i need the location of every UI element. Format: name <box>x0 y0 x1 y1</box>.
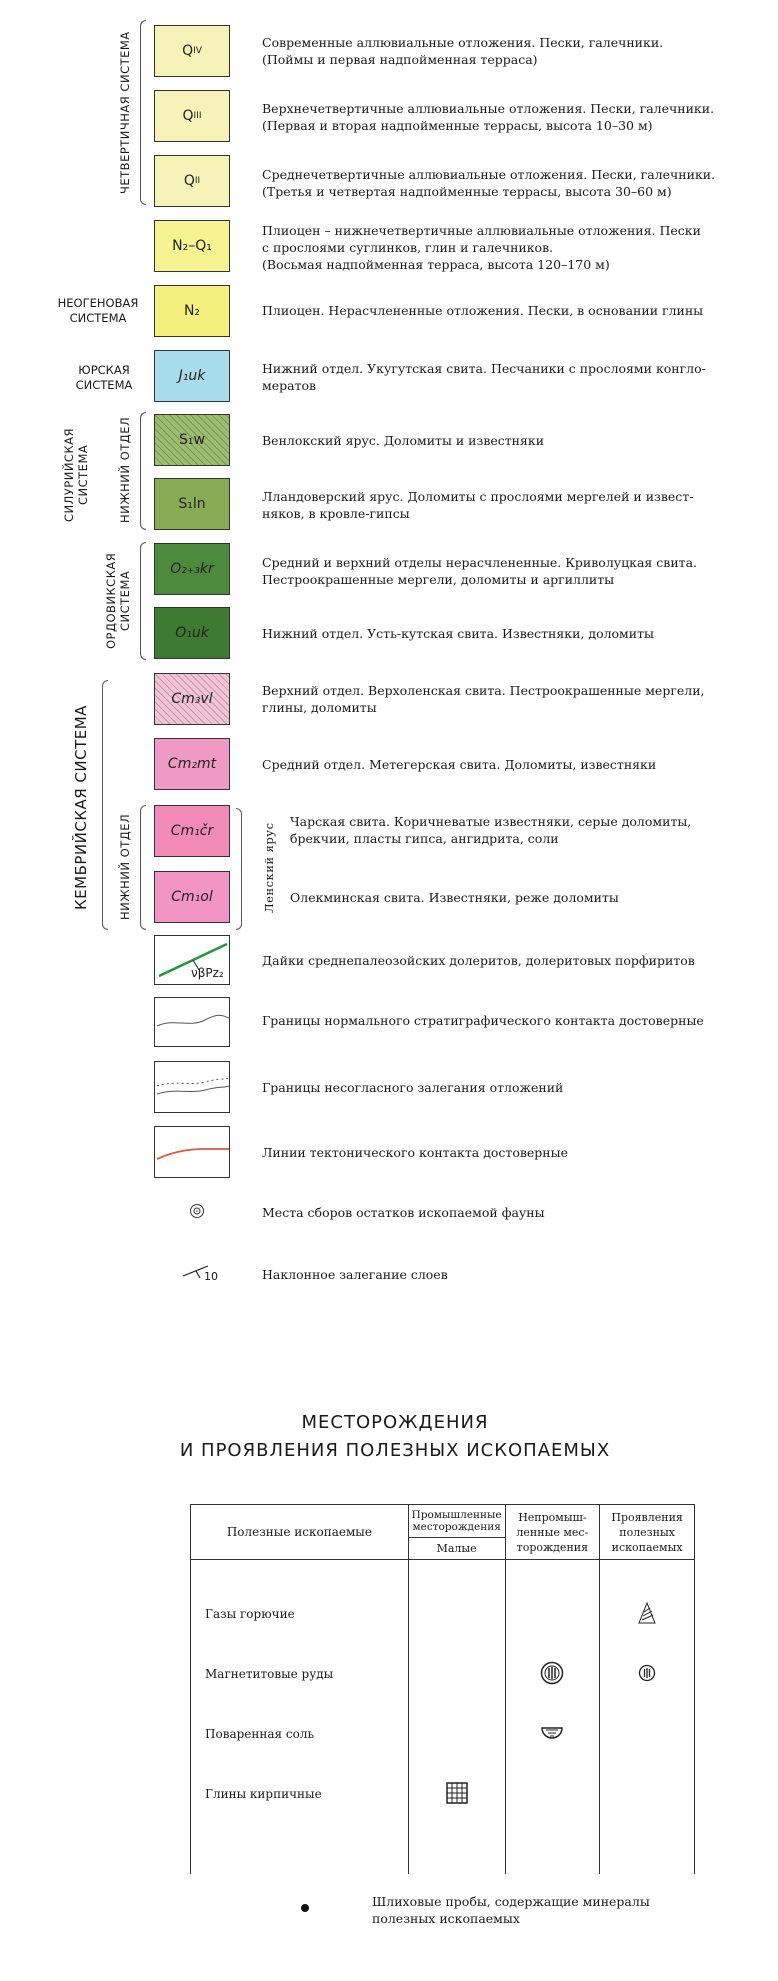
unit-code-sub: III <box>193 111 202 121</box>
unit-code: S₁w <box>179 432 205 448</box>
gas-show-icon <box>638 1602 656 1624</box>
tectonic-contact-desc: Линии тектонического контакта достоверные <box>262 1145 568 1160</box>
group-label-cambrian-lower: НИЖНИЙ ОТДЕЛ <box>118 813 132 921</box>
desc-line: (Третья и четвертая надпойменные террасы, высота 30–60 м) <box>262 184 672 199</box>
lena-stage-label: Ленский ярус <box>262 822 276 914</box>
unit-desc-s1ln <box>262 488 742 522</box>
desc-line: Верхний отдел. Верхоленская свита. Пестроокрашенные мергели, <box>262 683 705 698</box>
minerals-table <box>190 1504 695 1874</box>
unit-code: Q <box>182 43 194 59</box>
desc-line: Лландоверский ярус. Доломиты с прослоями мергелей и извест- <box>262 489 694 504</box>
unit-swatch-cm1ol <box>154 871 230 923</box>
brace-ordovician <box>140 542 146 660</box>
desc-line: глины, доломиты <box>262 700 377 715</box>
table-row <box>191 1764 695 1824</box>
desc-line: с прослоями суглинков, глин и галечников. <box>262 240 554 255</box>
desc-line: Средний и верхний отделы нерасчлененные. Криволуцкая свита. <box>262 555 697 570</box>
group-label-neogene: НЕОГЕНОВАЯ СИСТЕМА <box>57 296 139 325</box>
unit-swatch-q4 <box>154 25 230 77</box>
desc-line: брекчии, пласты гипса, ангидрита, соли <box>290 831 559 846</box>
brace-cambrian-lower <box>140 805 146 930</box>
desc-line: Плиоцен. Нерасчлененные отложения. Пески, в основании глины <box>262 303 704 318</box>
dyke-desc: Дайки среднепалеозойских долеритов, долеритовых порфиритов <box>262 953 695 968</box>
unconformity-box <box>154 1061 230 1113</box>
brace-cambrian <box>102 680 108 930</box>
unit-code: Cm₁ol <box>171 889 213 905</box>
desc-line: Чарская свита. Коричневатые известняки, серые доломиты, <box>290 814 692 829</box>
unit-desc-o1uk <box>262 625 742 642</box>
dip-desc: Наклонное залегание слоев <box>262 1267 448 1282</box>
unit-swatch-q2 <box>154 155 230 207</box>
unit-code: O₂₊₃kr <box>170 561 214 577</box>
unit-desc-o23kr <box>262 554 742 588</box>
unconformity-line-icon <box>155 1062 231 1114</box>
unit-code: N₂ <box>183 303 201 319</box>
unit-swatch-cm1cr <box>154 805 230 857</box>
group-label-jurassic: ЮРСКАЯ СИСТЕМА <box>75 363 133 392</box>
normal-contact-line-icon <box>155 998 231 1048</box>
brace-silurian <box>140 412 146 530</box>
unit-code: Q <box>182 108 194 124</box>
mineral-name: Магнетитовые руды <box>191 1644 409 1704</box>
unit-code: J₁uk <box>178 368 206 384</box>
col-header-name: Полезные ископаемые <box>191 1505 409 1560</box>
group-label-silurian-lower: НИЖНИЙ ОТДЕЛ <box>118 416 132 523</box>
minerals-title-line1: МЕСТОРОЖДЕНИЯ <box>301 1412 489 1433</box>
unit-swatch-n2q1 <box>154 220 230 272</box>
dyke-symbol-box <box>154 935 230 985</box>
desc-line: няков, в кровле-гипсы <box>262 506 410 521</box>
col-header-nonindustrial: Непромыш-ленные мес-торождения <box>505 1505 600 1560</box>
fossil-spiral-icon <box>188 1202 206 1220</box>
unit-desc-s1w <box>262 432 742 449</box>
group-label-ordovician: ОРДОВИКСКАЯ СИСТЕМА <box>104 552 132 650</box>
group-label-silurian: СИЛУРИЙСКАЯ СИСТЕМА <box>62 428 90 522</box>
desc-line: мератов <box>262 378 317 393</box>
col-header-shows: Проявления полезных ископаемых <box>600 1505 695 1560</box>
unit-desc-q2 <box>262 166 742 200</box>
unit-desc-cm1ol <box>290 889 770 906</box>
desc-line: (Поймы и первая надпойменная терраса) <box>262 52 538 67</box>
unconformity-desc: Границы несогласного залегания отложений <box>262 1080 564 1095</box>
tectonic-contact-line-icon <box>155 1127 231 1179</box>
desc-line: (Восьмая надпойменная терраса, высота 120–170 м) <box>262 257 610 272</box>
unit-code: Cm₂mt <box>167 756 217 772</box>
table-row-spacer <box>191 1560 695 1585</box>
placer-sample-desc: Шлиховые пробы, содержащие минералы полезных ископаемых <box>372 1894 650 1926</box>
col-header-small: Малые <box>408 1538 505 1560</box>
normal-contact-box <box>154 997 230 1047</box>
desc-line: Верхнечетвертичные аллювиальные отложения. Пески, галечники. <box>262 101 715 116</box>
unit-desc-n2q1 <box>262 222 742 273</box>
desc-line: Венлокский ярус. Доломиты и известняки <box>262 433 545 448</box>
unit-swatch-o23kr <box>154 543 230 595</box>
mineral-name: Глины кирпичные <box>191 1764 409 1824</box>
unit-code: N₂–Q₁ <box>172 238 212 254</box>
tectonic-contact-box <box>154 1126 230 1178</box>
desc-line: Нижний отдел. Усть-кутская свита. Известняки, доломиты <box>262 626 654 641</box>
desc-line: Нижний отдел. Укугутская свита. Песчаники с прослоями конгло- <box>262 361 706 376</box>
desc-line: Плиоцен – нижнечетвертичные аллювиальные отложения. Пески <box>262 223 701 238</box>
normal-contact-desc: Границы нормального стратиграфического контакта достоверные <box>262 1013 704 1028</box>
unit-swatch-s1w <box>154 414 230 466</box>
table-row <box>191 1644 695 1704</box>
minerals-title-line2: И ПРОЯВЛЕНИЯ ПОЛЕЗНЫХ ИСКОПАЕМЫХ <box>179 1440 611 1461</box>
desc-line: Среднечетвертичные аллювиальные отложения. Пески, галечники. <box>262 167 716 182</box>
desc-line: Олекминская свита. Известняки, реже доломиты <box>290 890 619 905</box>
table-row <box>191 1704 695 1764</box>
unit-code-sub: IV <box>193 46 202 56</box>
brace-quaternary <box>140 20 146 205</box>
unit-swatch-cm2mt <box>154 738 230 790</box>
mineral-name: Газы горючие <box>191 1584 409 1644</box>
unit-desc-cm3vl <box>262 682 742 716</box>
desc-line: Современные аллювиальные отложения. Пески, галечники. <box>262 35 664 50</box>
table-row-spacer <box>191 1824 695 1874</box>
unit-swatch-o1uk <box>154 607 230 659</box>
unit-code: S₁ln <box>178 496 206 512</box>
unit-desc-q4 <box>262 34 742 68</box>
table-header-row <box>191 1505 695 1538</box>
magnetite-deposit-icon <box>540 1661 564 1685</box>
unit-code-sub: II <box>194 176 201 186</box>
table-row <box>191 1584 695 1644</box>
fauna-desc: Места сборов остатков ископаемой фауны <box>262 1205 545 1220</box>
unit-desc-n2 <box>262 302 742 319</box>
dyke-label: νβPz₂ <box>191 966 224 980</box>
unit-desc-cm2mt <box>262 756 742 773</box>
brace-lena-stage <box>236 808 242 930</box>
unit-desc-j1uk <box>262 360 742 394</box>
unit-desc-q3 <box>262 100 742 134</box>
unit-swatch-j1uk <box>154 350 230 402</box>
desc-line: Пестроокрашенные мергели, доломиты и аргиллиты <box>262 572 615 587</box>
unit-code: Cm₁čr <box>170 823 214 839</box>
unit-code: O₁uk <box>175 625 209 641</box>
group-label-quaternary: ЧЕТВЕРТИЧНАЯ СИСТЕМА <box>118 31 132 194</box>
group-label-cambrian: КЕМБРИЙСКАЯ СИСТЕМА <box>72 705 90 910</box>
unit-code: Cm₃vl <box>171 691 213 707</box>
unit-swatch-cm3vl <box>154 673 230 725</box>
placer-sample-dot-icon <box>300 1903 310 1913</box>
desc-line: Средний отдел. Метегерская свита. Доломиты, известняки <box>262 757 657 772</box>
col-header-industrial: Промышленные месторождения <box>408 1505 505 1538</box>
unit-swatch-n2 <box>154 285 230 337</box>
dip-angle-label: 10 <box>204 1270 218 1283</box>
brick-clay-deposit-icon <box>446 1782 468 1804</box>
salt-deposit-icon <box>540 1725 564 1741</box>
magnetite-show-icon <box>638 1664 656 1682</box>
desc-line: (Первая и вторая надпойменные террасы, высота 10–30 м) <box>262 118 653 133</box>
mineral-name: Поваренная соль <box>191 1704 409 1764</box>
unit-desc-cm1cr <box>290 813 750 847</box>
unit-swatch-q3 <box>154 90 230 142</box>
unit-code: Q <box>183 173 195 189</box>
unit-swatch-s1ln <box>154 478 230 530</box>
